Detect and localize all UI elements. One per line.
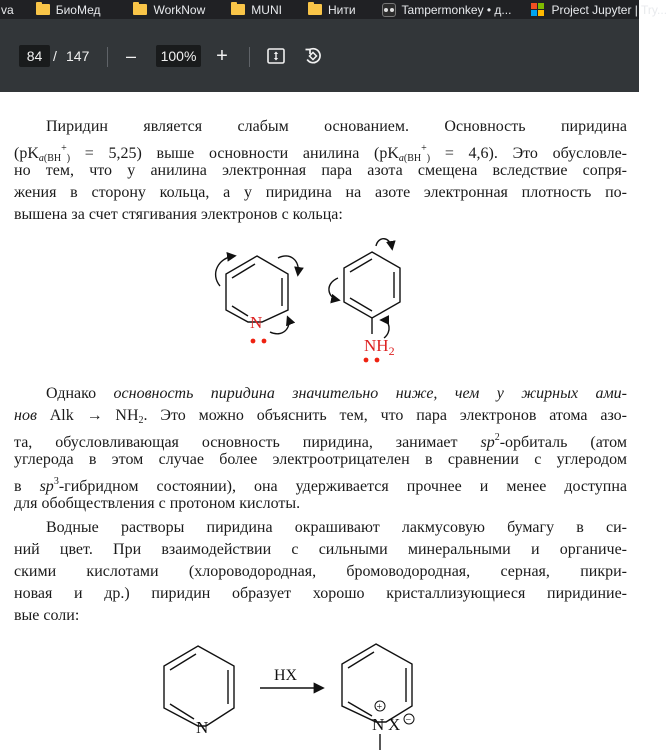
pyridinium-structure bbox=[342, 644, 412, 750]
text-line: Пиридин является слабым основанием. Основность пиридина bbox=[46, 118, 627, 135]
page-separator: / bbox=[53, 48, 57, 64]
zoom-input[interactable] bbox=[156, 45, 201, 67]
bookmarks-bar bbox=[0, 0, 667, 19]
page-total: 147 bbox=[66, 48, 90, 64]
folder-icon bbox=[231, 4, 245, 15]
text-line: в $sp^3$-гибридном состоянии), она удерживается прочнее и менее доступна bbox=[14, 476, 627, 495]
bookmark-label: MUNI bbox=[251, 2, 282, 17]
bookmark-label: БиоМед bbox=[55, 2, 101, 17]
bookmark-tampermonkey[interactable] bbox=[382, 0, 512, 19]
current-page: 84 bbox=[26, 48, 43, 64]
paragraph-3 bbox=[14, 517, 627, 627]
zoom-out-button[interactable]: – bbox=[125, 45, 136, 66]
text-line: новая и др.) пиридин образует хорошо кристаллизующиеся пиридиние- bbox=[14, 585, 627, 602]
folder-icon bbox=[133, 4, 147, 15]
text-line: та, обусловливающая основность пиридина, занимает $sp^2$-орбиталь (атом bbox=[14, 432, 628, 451]
figure-electron-shift bbox=[200, 234, 420, 364]
plus-sign: + bbox=[376, 702, 383, 713]
rotate-icon bbox=[303, 46, 323, 66]
text-line: углерода в этом случае более электроотрицателен в сравнении с углеродом bbox=[14, 451, 627, 468]
text-line: вые соли: bbox=[14, 607, 80, 624]
text-line: скими кислотами (хлороводородная, бромоводородная, серная, пикри- bbox=[14, 563, 627, 580]
text-line: для обобществления с протоном кислоты. bbox=[14, 495, 301, 512]
bookmark-label: va bbox=[1, 2, 14, 17]
lone-pair-dot bbox=[251, 339, 256, 344]
microsoft-icon bbox=[531, 3, 545, 17]
text-line: $(pK_{a(BH}^+_) = 5,25)$ выше основности анилина $(pK_{a(BH}^+_) = 4,6)$. Это обусловле- bbox=[14, 143, 627, 164]
salt-anion: X bbox=[388, 715, 401, 734]
text-line: Водные растворы пиридина окрашивают лакмусовую бумагу в си- bbox=[46, 519, 627, 536]
bookmark-jupyter[interactable] bbox=[531, 0, 667, 19]
text-line: Однако основность пиридина значительно ниже, чем у жирных ами- bbox=[46, 385, 628, 402]
text-line: но тем, что у анилина электронная пара азота смещена вследствие сопря- bbox=[14, 162, 627, 179]
paragraph-1 bbox=[14, 116, 627, 226]
pdf-page bbox=[0, 92, 639, 750]
bookmark-va[interactable] bbox=[0, 0, 14, 19]
lone-pair-dot bbox=[262, 339, 267, 344]
pyridine-structure bbox=[164, 646, 234, 726]
aniline-amino: $NH_2$ bbox=[364, 336, 395, 358]
paragraph-2 bbox=[14, 383, 627, 515]
tampermonkey-icon bbox=[382, 3, 396, 17]
minus-sign: − bbox=[405, 715, 412, 726]
lone-pair-dot bbox=[375, 358, 380, 363]
page-number-input[interactable] bbox=[19, 45, 50, 67]
lone-pair-dot bbox=[364, 358, 369, 363]
zoom-level: 100% bbox=[160, 48, 197, 64]
toolbar-divider bbox=[107, 47, 108, 67]
text-line: жения в сторону кольца, а у пиридина на азоте электронная плотность по- bbox=[14, 184, 627, 201]
pyridine-nitrogen: N bbox=[250, 313, 263, 332]
figure-salt-formation bbox=[150, 640, 450, 750]
folder-icon bbox=[308, 4, 322, 15]
text-line: вышена за счет стягивания электронов с кольца: bbox=[14, 206, 343, 223]
zoom-in-button[interactable]: + bbox=[216, 44, 228, 67]
aniline-structure bbox=[329, 239, 400, 338]
salt-nitrogen: N bbox=[372, 715, 385, 734]
pyridine-nitrogen: N bbox=[196, 718, 209, 737]
bookmark-biomed[interactable] bbox=[36, 0, 101, 19]
bookmark-label: Tampermonkey • д... bbox=[401, 2, 512, 17]
text-line: ний цвет. При взаимодействии с сильными минеральными и органиче- bbox=[14, 541, 627, 558]
folder-icon bbox=[36, 4, 50, 15]
bookmark-label: Project Jupyter | Try... bbox=[551, 2, 667, 17]
fit-page-button[interactable] bbox=[265, 44, 287, 68]
bookmark-worknow[interactable] bbox=[133, 0, 205, 19]
text-line: нов Alk → $NH_2$. Это можно объяснить тем, что пара электронов атома азо- bbox=[14, 407, 628, 426]
bookmark-label: Нити bbox=[327, 2, 356, 17]
bookmark-label: WorkNow bbox=[153, 2, 206, 17]
pdf-toolbar bbox=[0, 19, 639, 92]
rotate-button[interactable] bbox=[302, 44, 324, 68]
bookmark-muni[interactable] bbox=[231, 0, 282, 19]
fit-page-icon bbox=[267, 48, 285, 64]
bookmark-niti[interactable] bbox=[308, 0, 356, 19]
reagent-label: HX bbox=[274, 667, 298, 684]
toolbar-divider bbox=[249, 47, 250, 67]
